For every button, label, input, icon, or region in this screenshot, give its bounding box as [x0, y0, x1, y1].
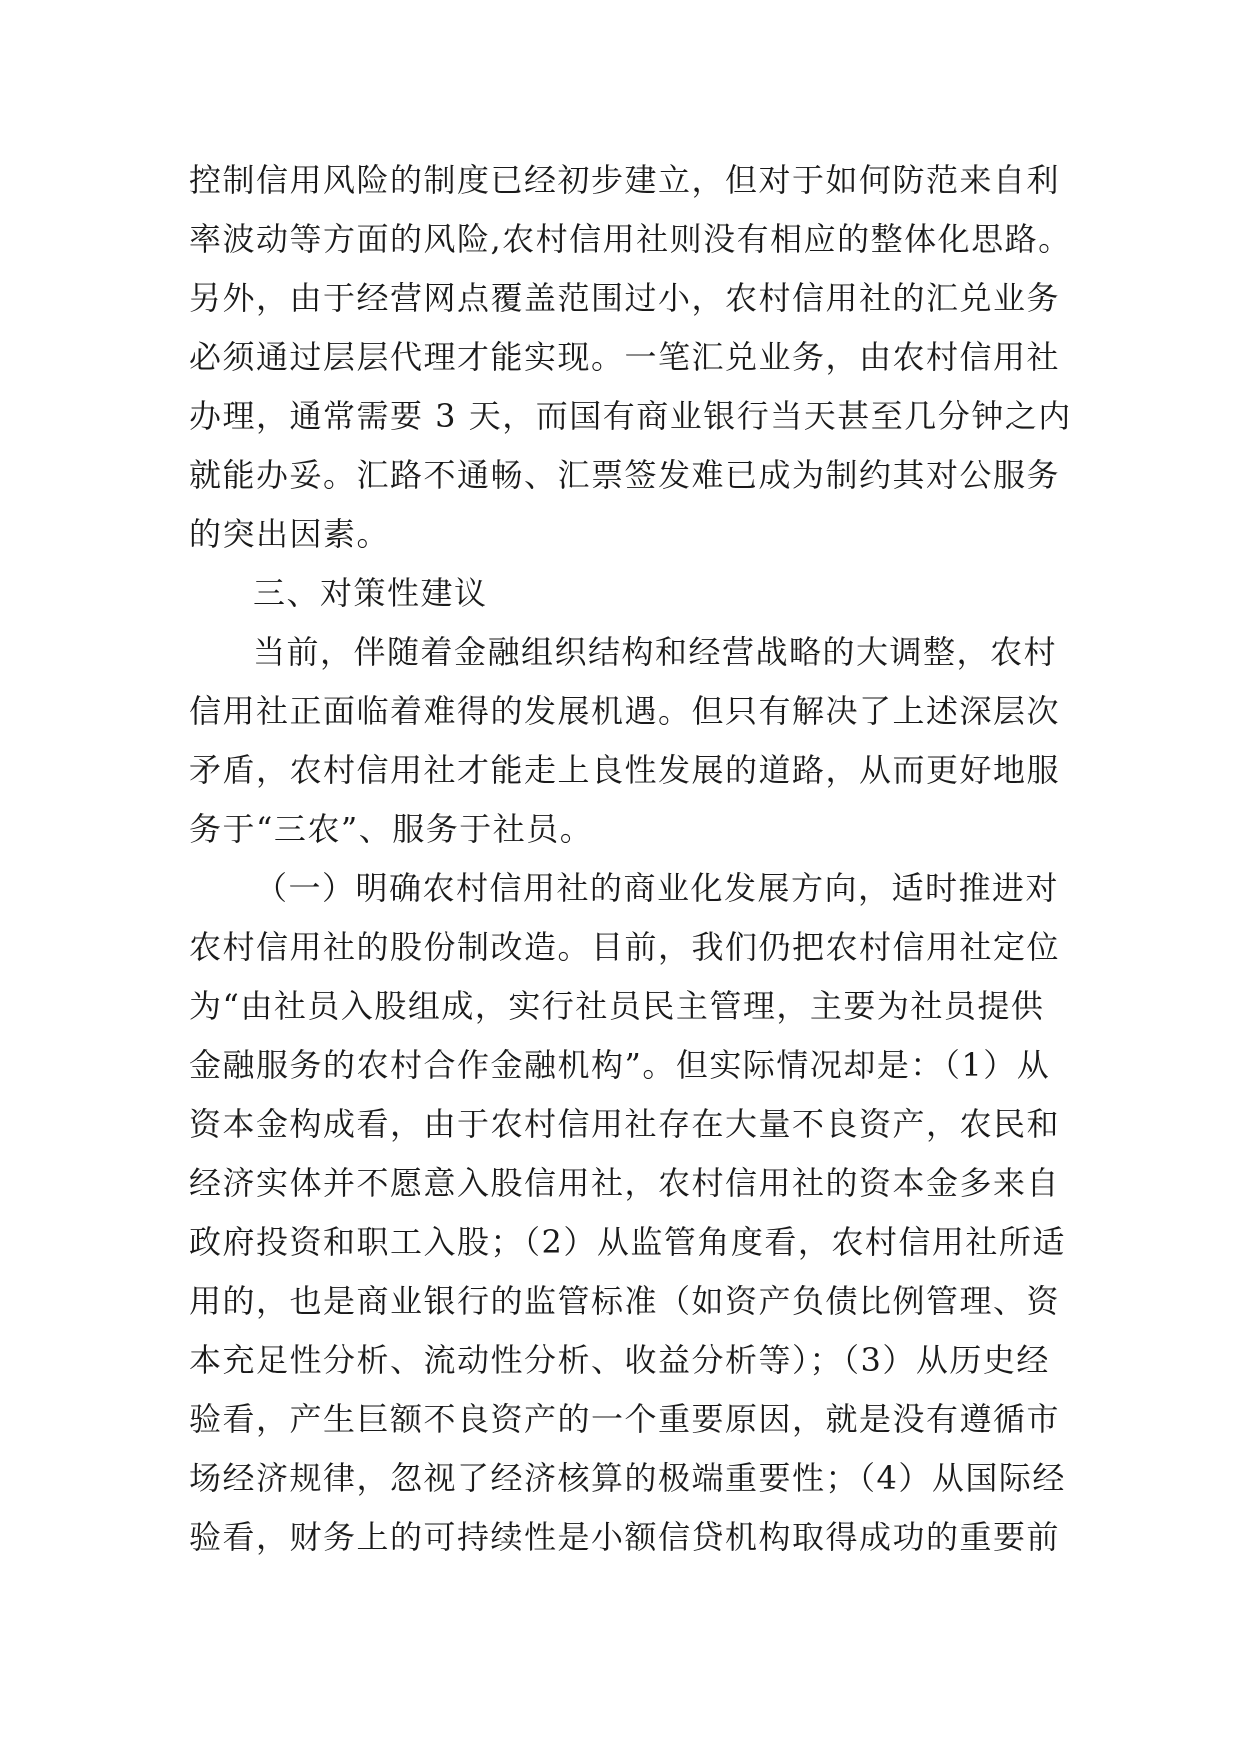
body-text-line: 率波动等方面的风险,农村信用社则没有相应的整体化思路。 [189, 220, 1072, 258]
body-text-line: 政府投资和职工入股；（2）从监管角度看，农村信用社所适 [189, 1223, 1066, 1261]
body-text-line: 当前，伴随着金融组织结构和经营战略的大调整，农村 [253, 633, 1058, 671]
section-heading: 三、对策性建议 [253, 574, 488, 612]
body-text-line: 验看，产生巨额不良资产的一个重要原因，就是没有遵循市 [189, 1400, 1061, 1438]
body-text-line: 金融服务的农村合作金融机构”。但实际情况却是：（1）从 [189, 1046, 1051, 1084]
body-text-line: 资本金构成看，由于农村信用社存在大量不良资产，农民和 [189, 1105, 1061, 1143]
body-text-line: 用的，也是商业银行的监管标准（如资产负债比例管理、资 [189, 1282, 1061, 1320]
body-text-line: 本充足性分析、流动性分析、收益分析等）；（3）从历史经 [189, 1341, 1050, 1379]
body-text-line: 为“由社员入股组成，实行社员民主管理，主要为社员提供 [189, 987, 1045, 1025]
body-text-line: 验看，财务上的可持续性是小额信贷机构取得成功的重要前 [189, 1518, 1061, 1556]
body-text-line: 农村信用社的股份制改造。目前，我们仍把农村信用社定位 [189, 928, 1061, 966]
body-text-line: 务于“三农”、服务于社员。 [189, 810, 594, 848]
body-text-line: 信用社正面临着难得的发展机遇。但只有解决了上述深层次 [189, 692, 1061, 730]
body-text-line: 办理，通常需要 3 天，而国有商业银行当天甚至几分钟之内 [189, 397, 1072, 435]
body-text-line: 经济实体并不愿意入股信用社，农村信用社的资本金多来自 [189, 1164, 1061, 1202]
subsection-heading-line: （一）明确农村信用社的商业化发展方向，适时推进对 [255, 869, 1060, 907]
body-text-line: 另外，由于经营网点覆盖范围过小，农村信用社的汇兑业务 [189, 279, 1061, 317]
body-text-line: 场经济规律，忽视了经济核算的极端重要性；（4）从国际经 [189, 1459, 1066, 1497]
body-text-line: 的突出因素。 [189, 515, 391, 553]
body-text-line: 就能办妥。汇路不通畅、汇票签发难已成为制约其对公服务 [189, 456, 1061, 494]
body-text-line: 控制信用风险的制度已经初步建立，但对于如何防范来自利 [189, 161, 1061, 199]
body-text-line: 必须通过层层代理才能实现。一笔汇兑业务，由农村信用社 [189, 338, 1061, 376]
body-text-line: 矛盾，农村信用社才能走上良性发展的道路，从而更好地服 [189, 751, 1061, 789]
